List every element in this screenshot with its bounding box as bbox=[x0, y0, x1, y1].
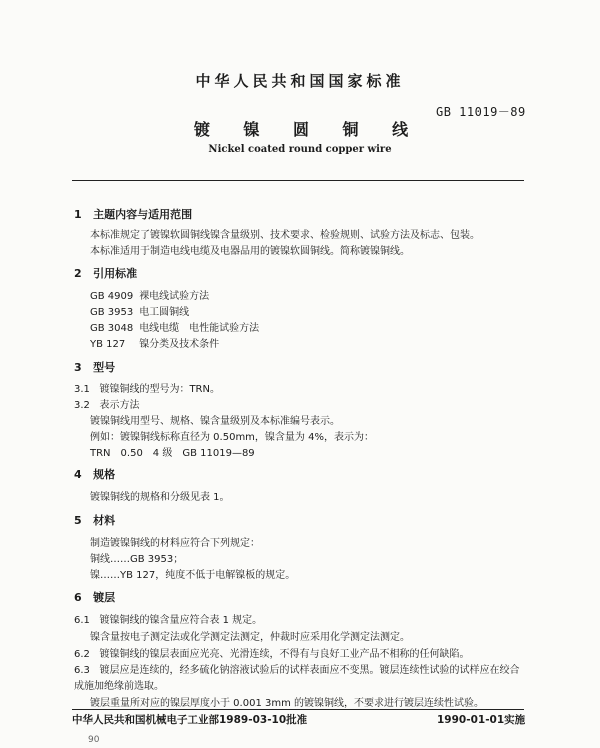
model-example: TRN 0.50 4 级 GB 11019—89 bbox=[90, 448, 255, 459]
subsection-text: 镀层应是连续的，经多硫化钠溶液试验后的试样表面应不变黑。镀层连续性试验的试样应在绞合 bbox=[99, 665, 520, 676]
subsection-text: 镀镍铜线的镍层表面应光亮、光滑连续，不得有与良好工业产品不相称的任何缺陷。 bbox=[99, 649, 470, 660]
paragraph: 成施加绝缘前选取。 bbox=[74, 681, 164, 692]
subsection-number: 6.1 bbox=[74, 615, 90, 626]
section-5-heading bbox=[74, 512, 115, 528]
reference-code: GB 3048 bbox=[90, 323, 134, 334]
reference-code: GB 4909 bbox=[90, 291, 134, 302]
subsection-text: 镀镍铜线的型号为：TRN。 bbox=[99, 384, 220, 395]
section-number: 2 bbox=[74, 267, 82, 280]
document-subtitle: Nickel coated round copper wire bbox=[208, 144, 392, 155]
reference-item bbox=[90, 303, 189, 318]
section-3-heading bbox=[74, 359, 115, 375]
subsection-6-2 bbox=[74, 645, 469, 660]
reference-name: 电工圆铜线 bbox=[139, 307, 190, 318]
paragraph: 制造镀镍铜线的材料应符合下列规定： bbox=[90, 538, 260, 549]
subsection-3-2 bbox=[74, 396, 139, 411]
paragraph: 镍……YB 127，纯度不低于电解镍板的规定。 bbox=[90, 570, 296, 581]
section-title: 型号 bbox=[93, 361, 116, 374]
subsection-number: 3.1 bbox=[74, 384, 90, 395]
section-number: 4 bbox=[74, 468, 82, 481]
standard-code: GB 11019－89 bbox=[436, 105, 526, 119]
paragraph: 本标准适用于制造电线电缆及电器品用的镀镍软圆铜线。简称镀镍铜线。 bbox=[90, 246, 410, 257]
paragraph: 本标准规定了镀镍软圆铜线镍含量级别、技术要求、检验规则、试验方法及标志、包装。 bbox=[90, 230, 480, 241]
section-title: 规格 bbox=[93, 468, 116, 481]
section-number: 6 bbox=[74, 591, 82, 604]
implementation-date: 1990-01-01实施 bbox=[437, 714, 526, 726]
paragraph: 例如：镀镍铜线标称直径为 0.50mm，镍含量为 4%，表示为： bbox=[90, 432, 374, 443]
paragraph: 镍含量按电子测定法或化学测定法测定，仲裁时应采用化学测定法测定。 bbox=[90, 632, 410, 643]
section-title: 材料 bbox=[93, 514, 116, 527]
section-title: 镀层 bbox=[93, 591, 116, 604]
paragraph: 镀镍铜线的规格和分级见表 1。 bbox=[90, 492, 230, 503]
reference-name: 镍分类及技术条件 bbox=[139, 339, 220, 350]
section-number: 1 bbox=[74, 208, 82, 221]
section-title: 主题内容与适用范围 bbox=[93, 208, 193, 221]
subsection-number: 6.3 bbox=[74, 665, 90, 676]
subsection-text: 镀镍铜线的镍含量应符合表 1 规定。 bbox=[99, 615, 263, 626]
footer-divider bbox=[72, 709, 524, 710]
paragraph: 镀层重量所对应的镍层厚度小于 0.001 3mm 的镀镍铜线，不要求进行镀层连续性试验。 bbox=[90, 698, 485, 709]
header-divider bbox=[72, 180, 524, 181]
subsection-3-1 bbox=[74, 380, 220, 395]
reference-name: 电线电缆 电性能试验方法 bbox=[139, 323, 260, 334]
paragraph: 铜线……GB 3953； bbox=[90, 554, 184, 565]
reference-code: GB 3953 bbox=[90, 307, 134, 318]
section-1-heading bbox=[74, 206, 192, 222]
document-title: 镀 镍 圆 铜 线 bbox=[193, 120, 423, 139]
approval-line: 中华人民共和国机械电子工业部1989-03-10批准 bbox=[72, 714, 308, 726]
subsection-6-3 bbox=[74, 661, 519, 676]
reference-item bbox=[90, 319, 259, 334]
reference-item bbox=[90, 335, 219, 350]
section-2-heading bbox=[74, 265, 137, 281]
subsection-text: 表示方法 bbox=[99, 400, 140, 411]
reference-item bbox=[90, 287, 209, 302]
subsection-number: 6.2 bbox=[74, 649, 90, 660]
section-number: 5 bbox=[74, 514, 82, 527]
section-title: 引用标准 bbox=[93, 267, 138, 280]
reference-code: YB 127 bbox=[90, 339, 126, 350]
subsection-number: 3.2 bbox=[74, 400, 90, 411]
section-number: 3 bbox=[74, 361, 82, 374]
page-number: 90 bbox=[88, 735, 100, 745]
national-standard-title: 中华人民共和国国家标准 bbox=[195, 72, 405, 90]
paragraph: 镀镍铜线用型号、规格、镍含量级别及本标准编号表示。 bbox=[90, 416, 340, 427]
section-4-heading bbox=[74, 466, 115, 482]
section-6-heading bbox=[74, 589, 115, 605]
reference-name: 裸电线试验方法 bbox=[139, 291, 210, 302]
subsection-6-1 bbox=[74, 611, 262, 626]
